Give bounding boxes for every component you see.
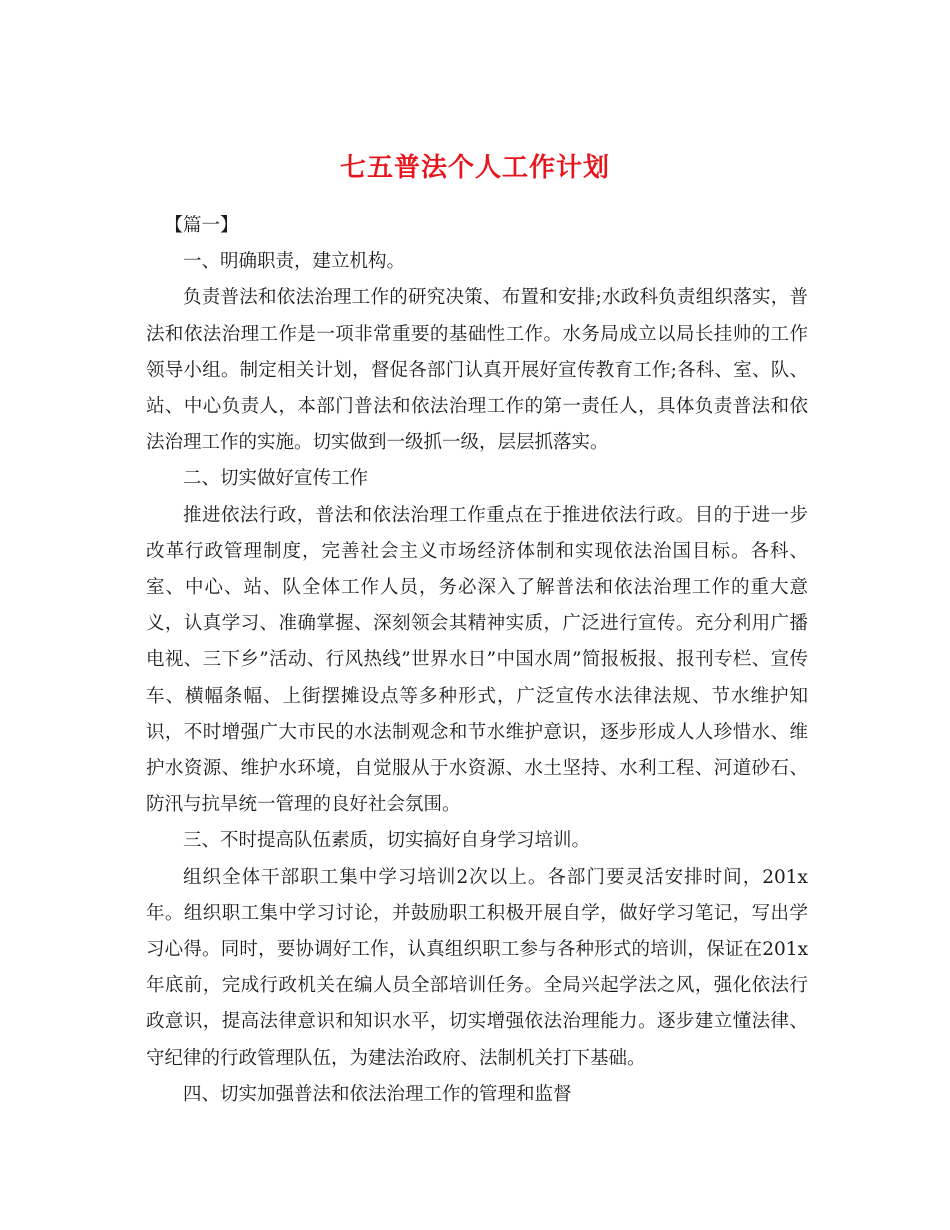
heading-2: 二、切实做好宣传工作 (183, 468, 369, 490)
heading-1: 一、明确职责，建立机构。 (183, 251, 406, 273)
document-body (146, 208, 808, 1113)
section-label: 【篇一】 (164, 215, 239, 236)
heading-4: 四、切实加强普法和依法治理工作的管理和监督 (183, 1083, 572, 1105)
paragraph-1: 负责普法和依法治理工作的研究决策、布置和安排;水政科负责组织落实，普法和依法治理工作是一项非常重要的基础性工作。水务局成立以局长挂帅的工作领导小组。制定相关计划，督促各部门认真开展好宣传教育工作;各科、室、队、站、中心负责人，本部门普法和依法治理工作的第一责任人，具体负责普法和依法治理工作的实施。切实做到一级抓一级，层层抓落实。 (146, 287, 808, 454)
page-title: 七五普法个人工作计划 (339, 153, 610, 184)
heading-3: 三、不时提高队伍素质，切实搞好自身学习培训。 (183, 830, 591, 852)
paragraph-3: 组织全体干部职工集中学习培训2次以上。各部门要灵活安排时间，201x年。组织职工集中学习讨论，并鼓励职工积极开展自学，做好学习笔记，写出学习心得。同时，要协调好工作，认真组织职工参与各种形式的培训，保证在201x年底前，完成行政机关在编人员全部培训任务。全局兴起学法之风，强化依法行政意识，提高法律意识和知识水平，切实增强依法治理能力。逐步建立懂法律、守纪律的行政管理队伍，为建法治政府、法制机关打下基础。 (146, 866, 808, 1069)
paragraph-2: 推进依法行政，普法和依法治理工作重点在于推进依法行政。目的于进一步改革行政管理制度，完善社会主义市场经济体制和实现依法治国目标。各科、室、中心、站、队全体工作人员，务必深入了解普法和依法治理工作的重大意义，认真学习、准确掌握、深刻领会其精神实质，广泛进行宣传。充分利用广播电视、三下乡”活动、行风热线”世界水日”中国水周”简报板报、报刊专栏、宣传车、横幅条幅、上街摆摊设点等多种形式，广泛宣传水法律法规、节水维护知识，不时增强广大市民的水法制观念和节水维护意识，逐步形成人人珍惜水、维护水资源、维护水环境，自觉服从于水资源、水土坚持、水利工程、河道砂石、防汛与抗旱统一管理的良好社会氛围。 (146, 504, 808, 816)
